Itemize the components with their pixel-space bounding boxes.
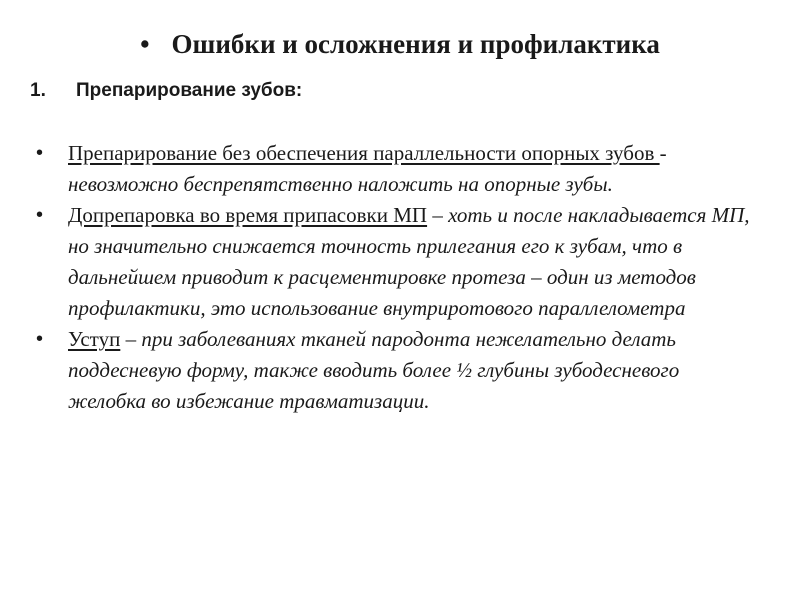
list-item [36, 138, 756, 200]
slide-title [0, 26, 800, 62]
item-term: Допрепаровка во время припасовки МП [68, 203, 428, 227]
item-term: Уступ [68, 327, 121, 351]
list-item [36, 200, 756, 324]
list-item [36, 324, 756, 417]
item-separator: - [659, 141, 667, 165]
bullet-list [36, 138, 756, 417]
list-bullet: • [36, 328, 44, 350]
title-text: Ошибки и осложнения и профилактика [171, 29, 660, 59]
item-description: при заболеваниях тканей пародонта нежелательно делать поддесневую форму, также вводить более ½ глубины зубодесневого желобка во избежание травматизации. [68, 327, 680, 413]
list-bullet: • [36, 204, 44, 226]
item-description: невозможно беспрепятственно наложить на опорные зубы. [68, 172, 613, 196]
item-separator: – [120, 327, 142, 351]
item-description: хоть и после накладывается МП, но значительно снижается точность прилегания его к зубам, что в дальнейшем приводит к расцементировке протеза – один из методов профилактики, это использование внутриротового параллелометра [68, 203, 750, 320]
title-bullet: • [140, 29, 150, 59]
list-bullet: • [36, 142, 44, 164]
item-separator: – [427, 203, 449, 227]
heading-text: Препарирование зубов: [76, 80, 303, 101]
heading-number: 1. [30, 80, 46, 101]
section-heading [30, 78, 302, 104]
item-term: Препарирование без обеспечения параллельности опорных зубов [68, 141, 660, 165]
